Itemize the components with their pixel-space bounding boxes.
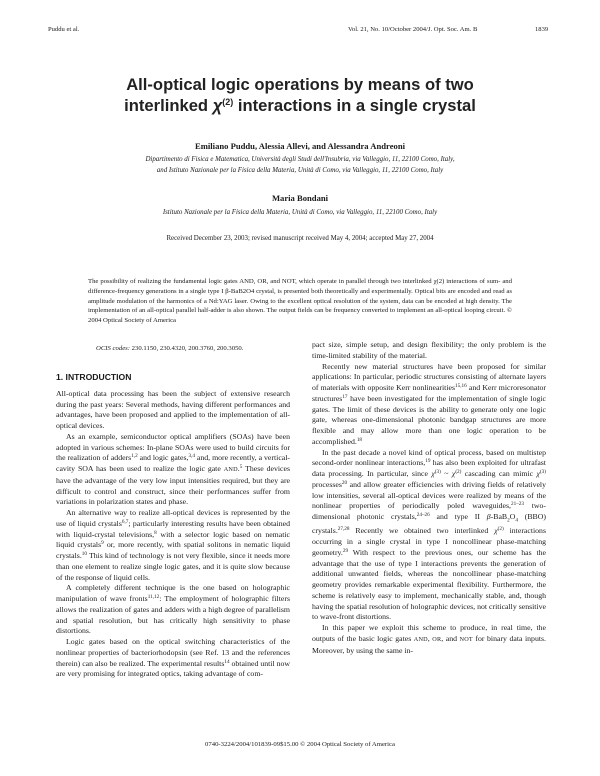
paragraph-8: In the past decade a novel kind of optical process, based on multistep second-order nonlinear interactions,$^{19}$ has also been exploited for ultrafast data processing. In particular, since $\chi^{(3)}$ ~ $\chi^{(2)}$ cascading can mimic $\chi^{(3)}$ processes$^{20}$ and allow greater efficiencies with driving fields of relatively low intensities, several all-optical devices were realized by means of the nonlinear properties of periodically poled waveguides,$^{21-23}$ two-dimensional photonic crystals,$^{24-26}$ and type II $\beta-BaB_2O_4$ (BBO) crystals.$^{27,28}$ Recently we obtained two interlinked $\chi^{(2)}$ interactions occurring in a single crystal in type I noncollinear phase-matching geometry.$^{29}$ With respect to the previous ones, our scheme has the advantage that the use of type I interactions prevents the generation of additional unwanted fields, whereas the noncollinear phase-matching geometry provides remarkable experimental flexibility. Furthermore, the scheme is relatively easy to implement, mechanically stable, and, though having the spatial resolution of holographic devices, not critically sensitive to wave-front distortions.	[312, 447, 546, 622]
title-line-2: interlinked $\chi^{(2)}$ interactions in a single crystal	[124, 96, 476, 115]
author-2: Maria Bondani	[271, 193, 329, 203]
paragraph-7: Recently new material structures have been proposed for similar applications: In particular, periodic structures consisting of alternate layers of materials with opposite Kerr nonlinearities$^{15,16}$ and Kerr microresonator structures$^{17}$ have been investigated for the implementation of single logic gates. The limit of these devices is the ability to generate only one logic gate, whereas one-dimensional photonic bandgap structures are more flexible and may allow more than one logic operation to be accomplished.$^{18}$	[312, 361, 546, 446]
author-list: Emiliano Puddu, Alessia Allevi, and Alessandra Andreoni	[195, 141, 405, 151]
paragraph-4: A completely different technique is the one based on holographic manipulation of wave fronts$^{11,12}$: The employment of holographic filters allows the realization of gates and adders with a high degree of parallelism and spatial resolution, but has critically high sensitivity to phase distortions.	[56, 583, 290, 636]
page-number: 1839	[535, 26, 549, 33]
paragraph-2: As an example, semiconductor optical amplifiers (SOAs) have been adopted in various schemes: In-plane SOAs were used to build circuits for the realization of adders$^{1,2}$ and logic gates,$^{3,4}$ and, more recently, a vertical-cavity SOA has been used to realize the logic gate AND.$^5$ These devices have the advantage of the very low input intensities required, but they are difficult to control and construct, since their performances suffer from variations in polarization states and phase.	[56, 431, 290, 507]
paragraph-5: Logic gates based on the optical switching characteristics of the nonlinear properties of bacteriorhodopsin (see Ref. 13 and the references therein) can also be realized. The experimental results$^{14}$ obtained until now are very promising for integrated optics, taking advantage of com-	[56, 637, 290, 679]
ocis-codes: OCIS codes: 230.1150, 230.4320, 200.3760, 200.3050.	[96, 345, 244, 352]
running-head-authors: Puddu et al.	[48, 26, 80, 33]
copyright-footer: 0740-3224/2004/101839-09$15.00 © 2004 Optical Society of America	[205, 741, 395, 748]
abstract-text: The possibility of realizing the fundamental logic gates AND, OR, and NOT, which operate in parallel through two interlinked χ(2) interactions of sum- and difference-frequency generations in a single type I β-BaB2O4 crystal, is presented both theoretically and experimentally. Optical bits are encoded and read as amplitude modulation of the harmonics of a Nd:YAG laser. Owing to the excellent optical resolution of the system, data can be encoded at high density. The implementation of an all-optical parallel half-adder is also shown. The output fields can be frequency converted to implement an all-optical looping circuit. © 2004 Optical Society of America	[88, 278, 512, 325]
article-title	[0, 74, 600, 116]
title-line-1: All-optical logic operations by means of two	[126, 75, 474, 94]
paragraph-1: All-optical data processing has been the subject of extensive research during the past years: Several methods, having different performances and advantages, have been proposed and applied to the implementation of all-optical devices.	[56, 388, 290, 430]
running-head-journal: Vol. 21, No. 10/October 2004/J. Opt. Soc. Am. B	[348, 26, 478, 33]
right-column	[312, 340, 546, 656]
paragraph-9: In this paper we exploit this scheme to produce, in real time, the outputs of the basic logic gates AND, OR, and NOT for binary data inputs. Moreover, by using the same in-	[312, 623, 546, 655]
section-heading-introduction: 1. INTRODUCTION	[56, 372, 132, 382]
paragraph-3: An alternative way to realize all-optical devices is represented by the use of liquid crystals$^{6,7}$; particularly interesting results have been obtained with liquid-crystal televisions,$^8$ with a selector logic based on nematic liquid crystals$^9$ or, more recently, with spatial solitons in nematic liquid crystals.$^{10}$ This kind of technology is not very flexible, since it needs more than one element to realize single logic gates, and it is quite slow because of the response of liquid cells.	[56, 508, 290, 582]
paragraph-6: pact size, simple setup, and design flexibility; the only problem is the time-limited stability of the material.	[312, 340, 546, 360]
left-column	[56, 372, 290, 680]
affiliation-2: Istituto Nazionale per la Fisica della Materia, Unità di Como, via Valleggio, 11, 22100 Como, Italy	[162, 209, 438, 216]
received-dates: Received December 23, 2003; revised manuscript received May 4, 2004; accepted May 27, 2004	[166, 235, 434, 242]
abstract	[88, 277, 512, 326]
affiliation-1: Dipartimento di Fisica e Matematica, Università degli Studi dell'Insubria, via Valleggio, 11, 22100 Como, Italy, and Istituto Nazionale per la Fisica della Materia, Unità di Como, via Valleggio, 11, 22100 Como, Italy	[145, 156, 455, 174]
